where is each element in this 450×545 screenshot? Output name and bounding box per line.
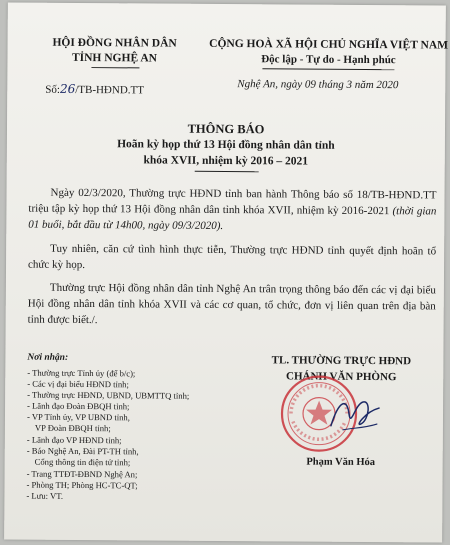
- org-underline: [91, 67, 139, 68]
- document-title: THÔNG BÁO: [187, 121, 265, 137]
- number-suffix: /TB-HĐND.TT: [75, 83, 145, 97]
- recipient-item: - Các vị đại biểu HĐND tỉnh;: [27, 378, 129, 390]
- motto-underline: [262, 68, 394, 70]
- recipient-item: Cổng thông tin điện tử tỉnh;: [34, 456, 131, 468]
- number-prefix: Số:: [45, 83, 61, 96]
- subtitle-underline: [195, 171, 259, 172]
- recipient-item: VP Đoàn ĐBQH tỉnh;: [34, 422, 111, 434]
- p2-text: Tuy nhiên, căn cứ tình hình thực tiễn, Thường trực HĐND tỉnh quyết định hoãn tổ chức kỳ họp.: [28, 242, 437, 272]
- recipient-item: - Báo Nghệ An, Đài PT-TH tỉnh,: [26, 445, 139, 457]
- document-subtitle-2: khóa XVII, nhiệm kỳ 2016 – 2021: [143, 154, 309, 168]
- document-page: [4, 2, 449, 542]
- document-subtitle-1: Hoãn kỳ họp thứ 13 Hội đồng nhân dân tỉnh: [117, 138, 335, 152]
- recipient-item: - Lưu: VT.: [26, 490, 64, 501]
- recipient-item: - Trang TTĐT-ĐBND Nghệ An;: [26, 468, 138, 480]
- recipient-item: - Lãnh đạo Đoàn ĐBQH tỉnh;: [27, 400, 130, 412]
- signer-name: Phạm Văn Hóa: [306, 456, 376, 469]
- issuing-org-line2: TỈNH NGHỆ AN: [71, 51, 158, 65]
- handwritten-number: 26: [59, 81, 76, 96]
- recipient-item: - VP Tỉnh ủy, VP UBND tỉnh,: [26, 411, 130, 423]
- body-paragraph-3: [28, 280, 436, 331]
- body-paragraph-1: [28, 185, 436, 236]
- national-motto: Độc lập - Tự do - Hạnh phúc: [261, 53, 396, 67]
- signature-title-1: TL. THƯỜNG TRỰC HĐND: [271, 354, 412, 368]
- national-title: CỘNG HOÀ XÃ HỘI CHỦ NGHĨA VIỆT NAM: [209, 37, 449, 52]
- issuing-org-line1: HỘI ĐỒNG NHÂN DÂN: [52, 36, 177, 50]
- body-paragraph-2: [28, 241, 436, 276]
- document-number: [45, 82, 144, 97]
- recipient-item: - Phòng TH; Phòng HC-TC-QT;: [26, 479, 138, 491]
- handwritten-signature: [325, 390, 385, 440]
- p3-text: Thường trực Hội đồng nhân dân tỉnh Nghệ An trân trọng thông báo đến các vị đại biểu Hội đồng nhân dân tỉnh khóa XVII và các cơ quan, tổ chức, đơn vị liên quan trên địa bàn tỉnh được biết./.: [27, 281, 436, 327]
- p1-italic: (thời gian 01 buổi, bắt đầu từ 14h00, ngày 09/3/2020).: [28, 205, 437, 232]
- recipient-item: - Thường trực HĐND, UBND, UBMTTQ tỉnh;: [27, 389, 190, 401]
- p1-main: Ngày 02/3/2020, Thường trực HĐND tỉnh ban hành Thông báo số 18/TB-HĐND.TT triệu tập kỳ họp thứ 13 Hội đồng nhân dân tỉnh khóa XVII, nhiệm kỳ 2016-2021: [28, 186, 437, 218]
- place-date: Nghệ An, ngày 09 tháng 3 năm 2020: [237, 78, 399, 92]
- recipient-item: - Thường trực Tỉnh ủy (để b/c);: [27, 367, 136, 379]
- recipient-item: - Lãnh đạo VP HĐND tỉnh;: [26, 434, 122, 446]
- recipients-heading: Nơi nhận:: [27, 352, 69, 363]
- signature-title-2: CHÁNH VĂN PHÒNG: [286, 370, 397, 384]
